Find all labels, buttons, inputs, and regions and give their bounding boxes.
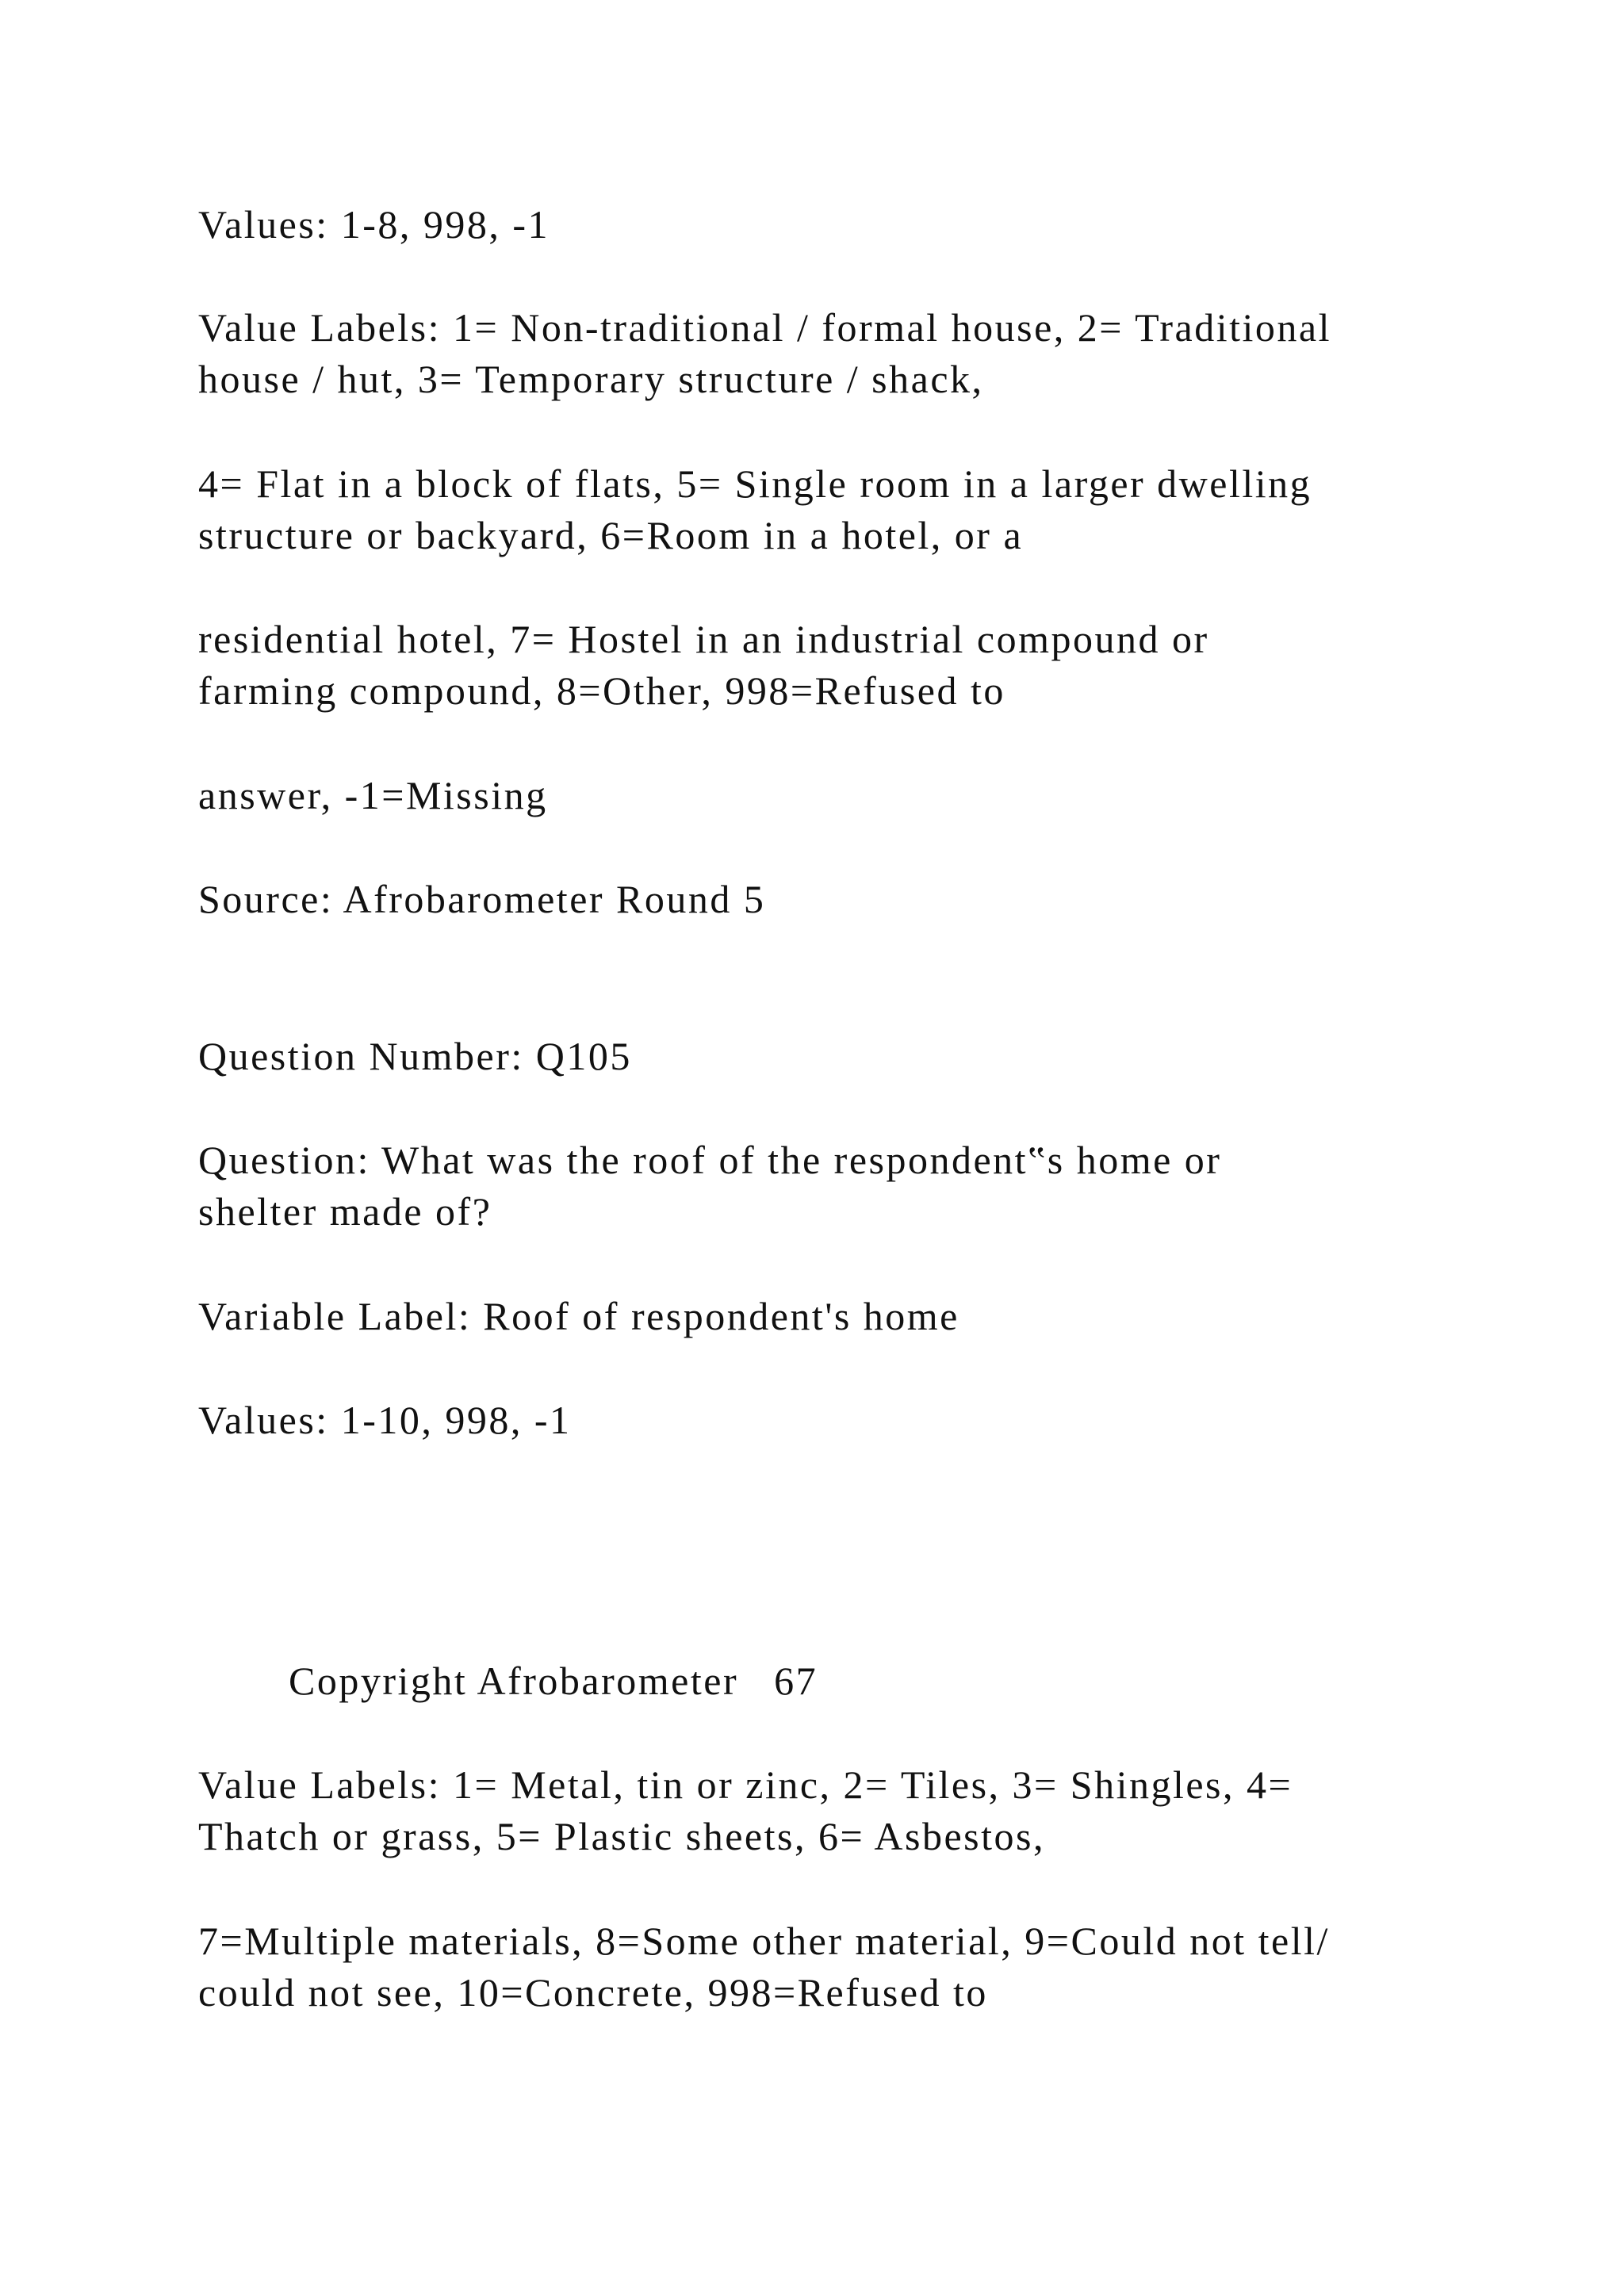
roof-value-labels-line-3: 7=Multiple materials, 8=Some other material, 9=Could not tell/ [198, 1919, 1330, 1963]
values-line-2: Values: 1-10, 998, -1 [198, 1398, 572, 1442]
value-labels-line-7: answer, -1=Missing [198, 773, 548, 817]
roof-value-labels-line-4: could not see, 10=Concrete, 998=Refused to [198, 1970, 988, 2015]
value-labels-line-6: farming compound, 8=Other, 998=Refused to [198, 668, 1005, 713]
question-line-1: Question: What was the roof of the respondent‟s home or [198, 1138, 1222, 1182]
value-labels-line-1: Value Labels: 1= Non-traditional / formal house, 2= Traditional [198, 305, 1331, 350]
variable-label-line: Variable Label: Roof of respondent's home [198, 1294, 959, 1338]
value-labels-line-3: 4= Flat in a block of flats, 5= Single room in a larger dwelling [198, 461, 1312, 506]
question-number-line: Question Number: Q105 [198, 1034, 632, 1078]
source-line: Source: Afrobarometer Round 5 [198, 877, 766, 921]
question-line-2: shelter made of? [198, 1189, 492, 1234]
values-line: Values: 1-8, 998, -1 [198, 202, 550, 247]
page-footer: Copyright Afrobarometer 67 [289, 1659, 818, 1703]
roof-value-labels-line-2: Thatch or grass, 5= Plastic sheets, 6= Asbestos, [198, 1814, 1045, 1858]
value-labels-line-2: house / hut, 3= Temporary structure / shack, [198, 357, 984, 401]
roof-value-labels-line-1: Value Labels: 1= Metal, tin or zinc, 2= Tiles, 3= Shingles, 4= [198, 1762, 1293, 1807]
value-labels-line-5: residential hotel, 7= Hostel in an industrial compound or [198, 617, 1209, 661]
value-labels-line-4: structure or backyard, 6=Room in a hotel, or a [198, 513, 1024, 557]
